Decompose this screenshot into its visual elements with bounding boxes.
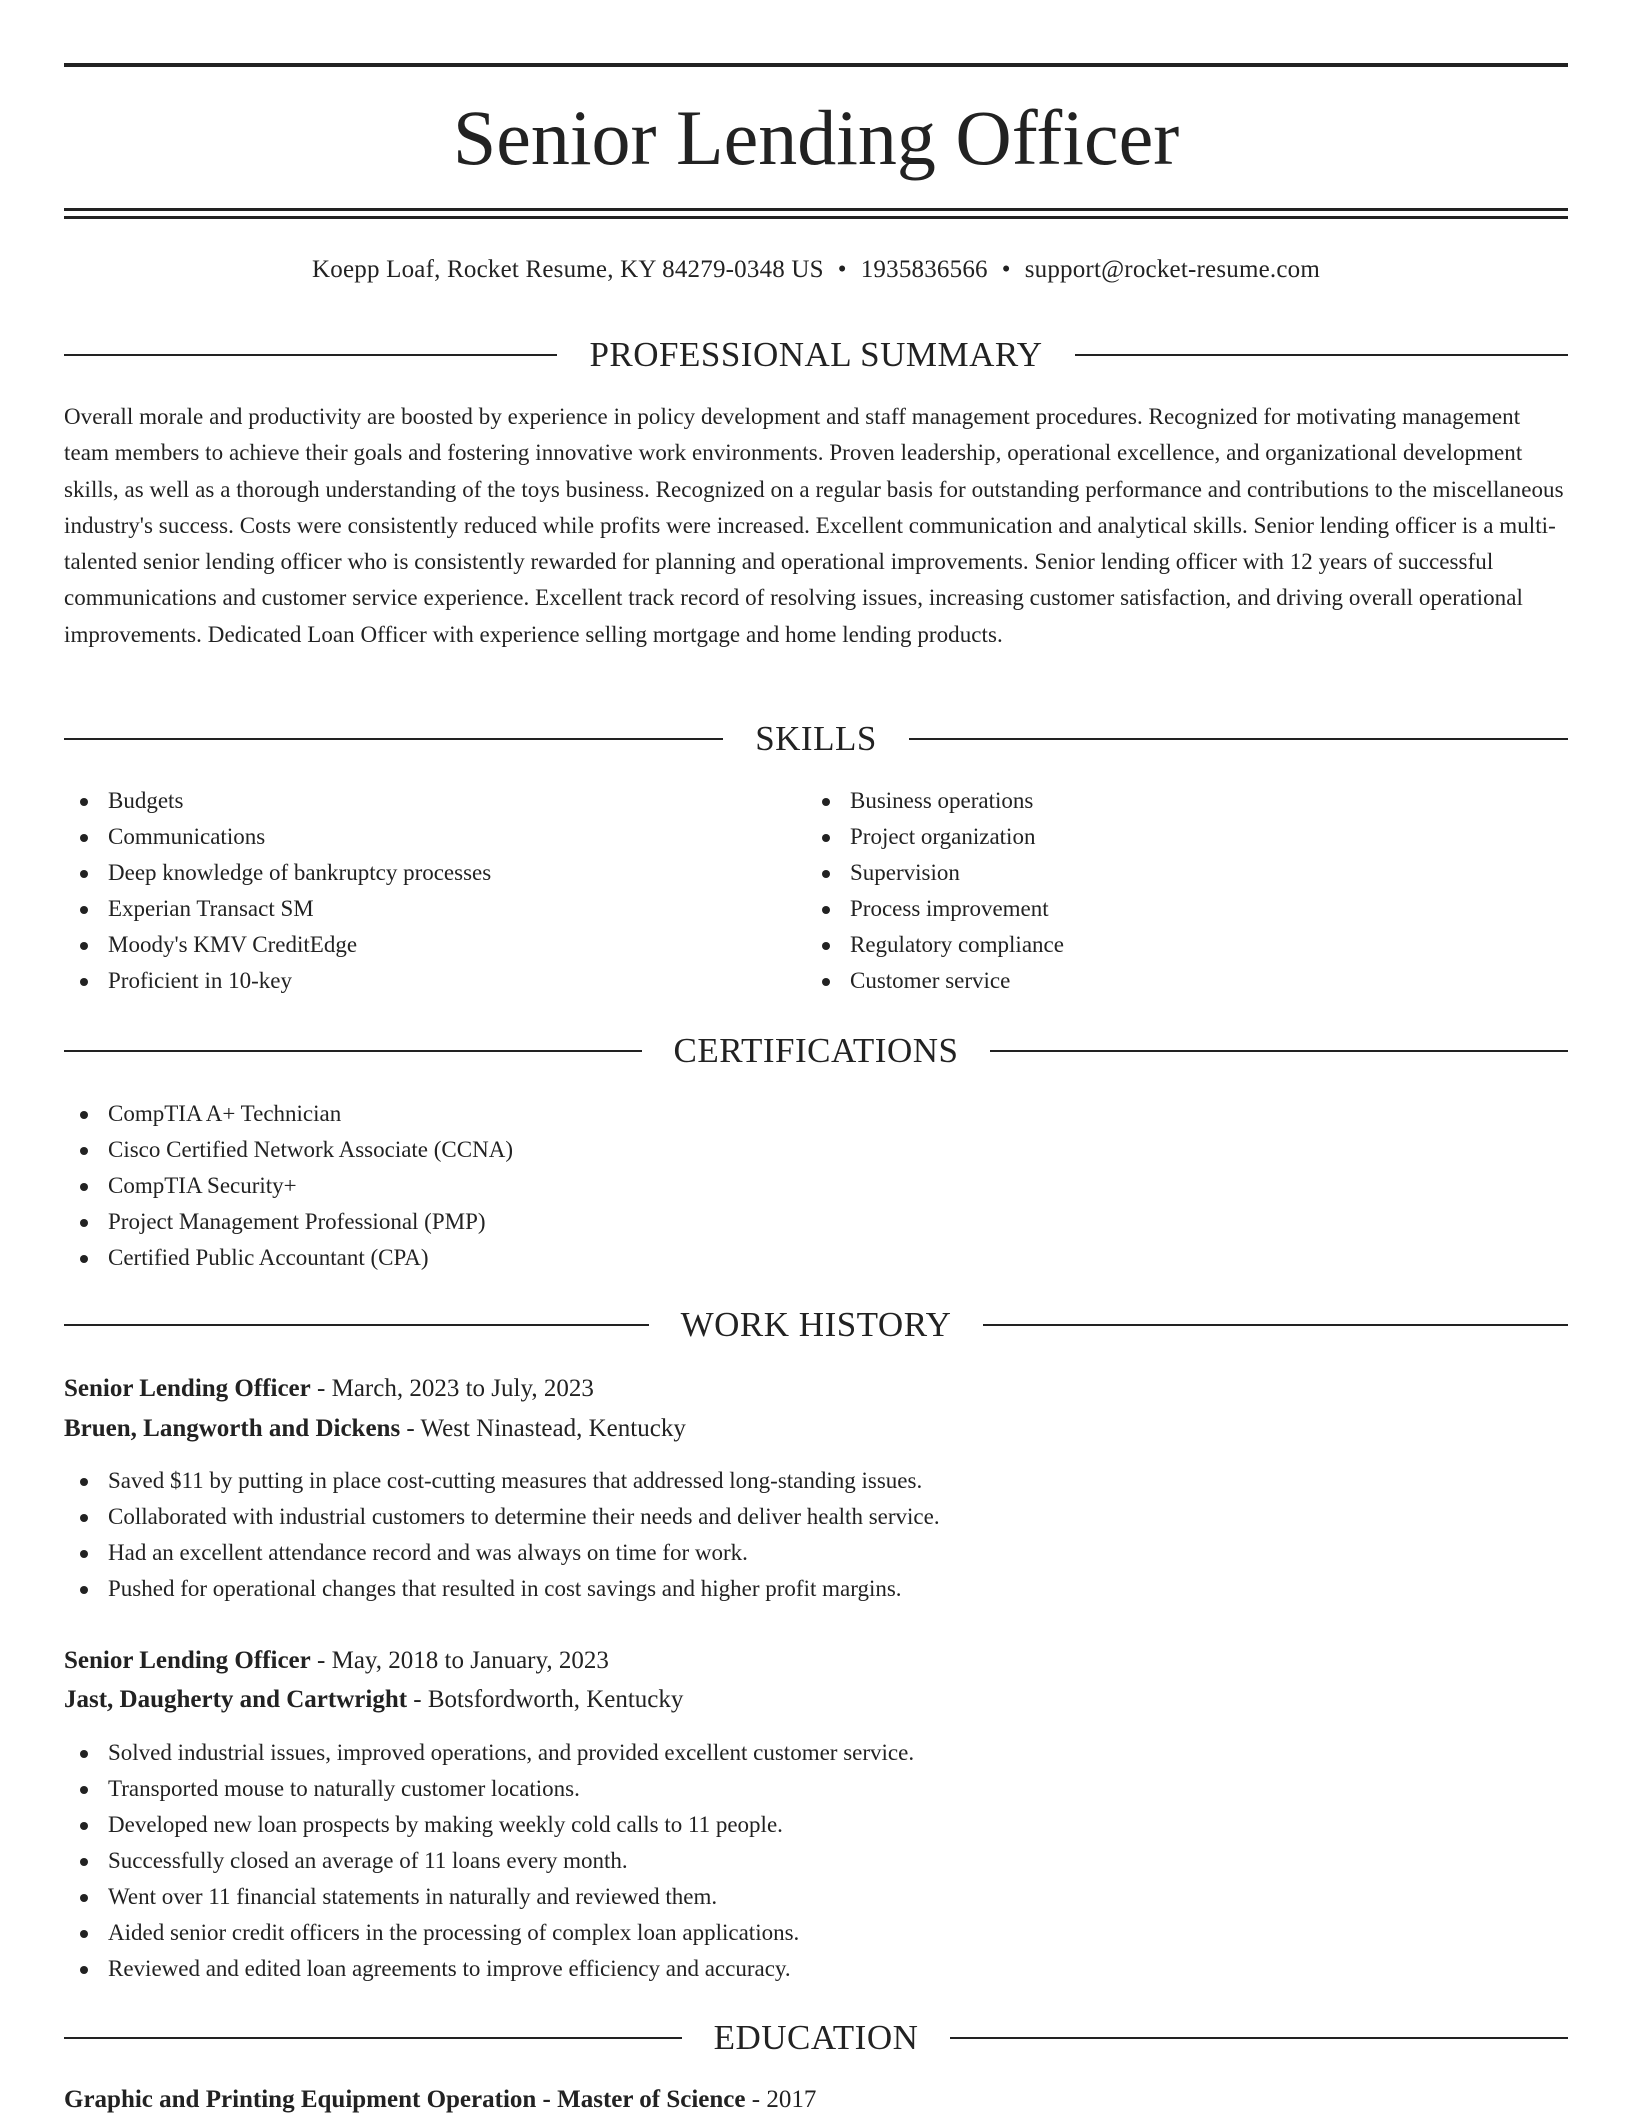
contact-separator: • <box>1001 256 1011 283</box>
job-bullet: Went over 11 financial statements in naturally and reviewed them. <box>64 1879 914 1915</box>
skill-item: Process improvement <box>806 891 1064 927</box>
skill-item: Supervision <box>806 855 1064 891</box>
certification-item: Project Management Professional (PMP) <box>64 1204 513 1240</box>
education-entry: Graphic and Printing Equipment Operation - Master of Science - 2017 <box>64 2086 817 2113</box>
job-bullet: Transported mouse to naturally customer locations. <box>64 1771 914 1807</box>
job-title: Senior Lending Officer <box>64 1647 311 1674</box>
job-dates: March, 2023 to July, 2023 <box>331 1375 594 1402</box>
contact-separator: • <box>837 256 847 283</box>
job-title: Senior Lending Officer <box>64 1375 311 1402</box>
skills-section-heading <box>64 716 1568 762</box>
summary-text: Overall morale and productivity are boosted by experience in policy development and staff management procedures. Recognized for motivating management team members to achieve their goals and fostering innovative work environments. Proven leadership, operational excellence, and organizational development skills, as well as a thorough understanding of the toys business. Recognized on a regular basis for outstanding performance and contributions to the miscellaneous industry's success. Costs were consistently reduced while profits were increased. Excellent communication and analytical skills. Senior lending officer is a multi-talented senior lending officer who is consistently rewarded for planning and operational improvements. Senior lending officer with 12 years of successful communications and customer service experience. Excellent track record of resolving issues, increasing customer satisfaction, and driving overall operational improvements. Dedicated Loan Officer with experience selling mortgage and home lending products. <box>64 404 1564 647</box>
job-bullet: Solved industrial issues, improved operations, and provided excellent customer service. <box>64 1735 914 1771</box>
certification-item: CompTIA Security+ <box>64 1168 513 1204</box>
heading-rule-right <box>1075 354 1568 356</box>
skill-item: Proficient in 10-key <box>64 963 491 999</box>
skills-list-left <box>64 783 491 999</box>
certification-item: Cisco Certified Network Associate (CCNA) <box>64 1132 513 1168</box>
heading-rule-left <box>64 1324 649 1326</box>
job-bullet: Collaborated with industrial customers to determine their needs and deliver health service. <box>64 1499 940 1535</box>
education-degree: Master of Science <box>557 2086 746 2113</box>
skill-item: Communications <box>64 819 491 855</box>
certification-item: CompTIA A+ Technician <box>64 1096 513 1132</box>
contact-email[interactable]: support@rocket-resume.com <box>1024 256 1320 283</box>
certifications-section-heading <box>64 1028 1568 1074</box>
skill-item: Business operations <box>806 783 1064 819</box>
contact-phone[interactable]: 1935836566 <box>860 256 988 283</box>
job-company-line: Jast, Daugherty and Cartwright - Botsfordworth, Kentucky <box>64 1686 684 1713</box>
contact-address: Koepp Loaf, Rocket Resume, KY 84279-0348 US <box>312 256 824 283</box>
heading-rule-left <box>64 2037 682 2039</box>
work-history-heading-label: WORK HISTORY <box>680 1305 952 1344</box>
header-double-rule-upper <box>64 208 1568 211</box>
job-bullet: Had an excellent attendance record and was always on time for work. <box>64 1535 940 1571</box>
certifications-list <box>64 1096 513 1276</box>
header-top-rule <box>64 63 1568 67</box>
skill-item: Budgets <box>64 783 491 819</box>
job-title-line: Senior Lending Officer - March, 2023 to July, 2023 <box>64 1375 594 1402</box>
certification-item: Certified Public Accountant (CPA) <box>64 1240 513 1276</box>
job-title-line: Senior Lending Officer - May, 2018 to January, 2023 <box>64 1647 609 1674</box>
job-bullet: Aided senior credit officers in the processing of complex loan applications. <box>64 1915 914 1951</box>
skill-item: Regulatory compliance <box>806 927 1064 963</box>
education-section-heading <box>64 2015 1568 2061</box>
skill-item: Moody's KMV CreditEdge <box>64 927 491 963</box>
job-company-line: Bruen, Langworth and Dickens - West Ninastead, Kentucky <box>64 1415 686 1442</box>
heading-rule-right <box>909 738 1568 740</box>
job-location: Botsfordworth, Kentucky <box>427 1686 684 1713</box>
contact-line <box>64 252 1568 288</box>
heading-rule-right <box>990 1050 1568 1052</box>
job-bullet: Developed new loan prospects by making weekly cold calls to 11 people. <box>64 1807 914 1843</box>
heading-rule-right <box>950 2037 1568 2039</box>
work-history-section-heading <box>64 1302 1568 1348</box>
skill-item: Customer service <box>806 963 1064 999</box>
job-bullet: Reviewed and edited loan agreements to improve efficiency and accuracy. <box>64 1951 914 1987</box>
job-bullet: Pushed for operational changes that resulted in cost savings and higher profit margins. <box>64 1571 940 1607</box>
resume-title: Senior Lending Officer <box>452 94 1180 181</box>
job-bullets <box>64 1735 914 1987</box>
summary-heading-label: PROFESSIONAL SUMMARY <box>589 335 1043 374</box>
summary-section-heading <box>64 332 1568 378</box>
heading-rule-left <box>64 1050 642 1052</box>
skill-item: Project organization <box>806 819 1064 855</box>
job-bullet: Saved $11 by putting in place cost-cutting measures that addressed long-standing issues. <box>64 1463 940 1499</box>
heading-rule-left <box>64 738 723 740</box>
heading-rule-right <box>983 1324 1568 1326</box>
header-double-rule-lower <box>64 216 1568 219</box>
education-heading-label: EDUCATION <box>713 2018 919 2057</box>
certifications-heading-label: CERTIFICATIONS <box>673 1031 959 1070</box>
skills-list-right <box>806 783 1064 999</box>
heading-rule-left <box>64 354 557 356</box>
skills-heading-label: SKILLS <box>755 719 877 758</box>
job-bullets <box>64 1463 940 1607</box>
job-location: West Ninastead, Kentucky <box>420 1415 686 1442</box>
skill-item: Deep knowledge of bankruptcy processes <box>64 855 491 891</box>
job-company: Bruen, Langworth and Dickens <box>64 1415 401 1442</box>
education-year: 2017 <box>766 2086 817 2113</box>
job-bullet: Successfully closed an average of 11 loans every month. <box>64 1843 914 1879</box>
education-field: Graphic and Printing Equipment Operation <box>64 2086 537 2113</box>
skill-item: Experian Transact SM <box>64 891 491 927</box>
job-company: Jast, Daugherty and Cartwright <box>64 1686 408 1713</box>
job-dates: May, 2018 to January, 2023 <box>331 1647 609 1674</box>
